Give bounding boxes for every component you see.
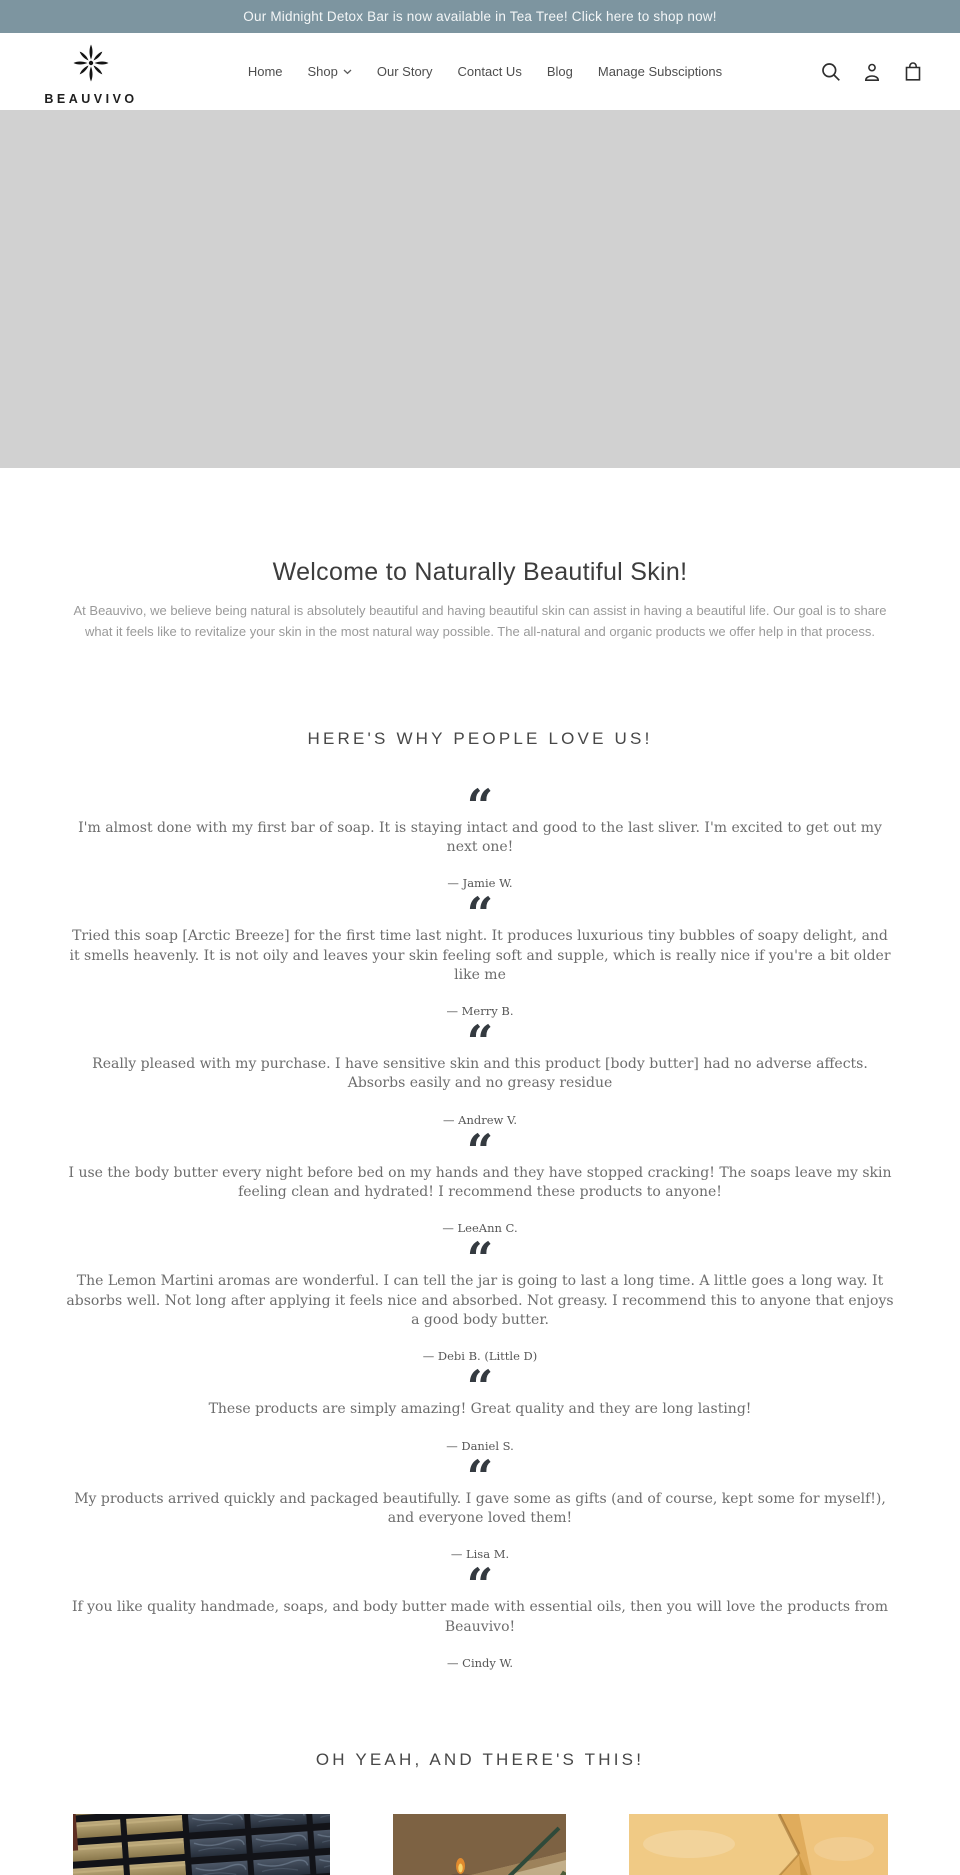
testimonial-quote: My products arrived quickly and packaged beautifully. I gave some as gifts (and of course, kept some for myself!), and everyone loved them! [74,1490,886,1526]
quote-icon: “ [466,1123,494,1178]
cart-icon[interactable] [902,60,924,83]
welcome-body: At Beauvivo, we believe being natural is absolutely beautiful and having beautiful skin can assist in having a beautiful life. Our goal is to share what it feels like to revitalize your skin in the most natural way possible. The all-natural and organic products we offer help in that process. [73,603,887,639]
testimonial-author: — Merry B. [446,1004,514,1019]
quote-icon: “ [466,1449,494,1504]
site-header [0,33,960,110]
hero-image [0,110,960,468]
testimonials-section [0,729,960,1670]
nav-shop[interactable] [308,64,352,79]
testimonial-quote: If you like quality handmade, soaps, and body butter made with essential oils, then you will love the products from Beauvivo! [71,1599,889,1635]
quote-icon: “ [466,1015,494,1070]
logo-starburst-icon [70,42,112,89]
gallery-image-spa-oils-and-coffee[interactable] [393,1814,566,1875]
testimonial [0,778,960,891]
testimonial [0,1558,960,1670]
gallery-title: OH YEAH, AND THERE'S THIS! [315,1749,645,1769]
gallery-image-handmade-soap-bars[interactable] [73,1814,330,1875]
testimonial [0,1123,960,1236]
testimonial-author: — Debi B. (Little D) [422,1349,538,1364]
testimonial [0,887,960,1019]
testimonials-title: HERE'S WHY PEOPLE LOVE US! [307,728,653,748]
testimonial-quote: I'm almost done with my first bar of soap. It is staying intact and good to the last sliver. I'm excited to get out my next one! [78,819,882,855]
quote-icon: “ [466,887,494,942]
testimonial-author: — Daniel S. [446,1438,514,1453]
quote-icon: “ [466,1232,494,1287]
brand-name: BEAUVIVO [44,91,138,106]
gallery-image-amber-soap-blocks[interactable] [629,1814,888,1875]
testimonial-list [0,778,960,1670]
testimonial-author: — Jamie W. [447,876,513,891]
quote-icon: “ [466,778,494,833]
testimonial-author: — Cindy W. [446,1655,514,1670]
nav-our-story[interactable]: Our Story [376,64,433,79]
testimonial [0,1360,960,1453]
welcome-section [0,558,960,643]
announcement-text: Our Midnight Detox Bar is now available in Tea Tree! Click here to shop now! [243,9,717,24]
testimonial-quote: These products are simply amazing! Great quality and they are long lasting! [208,1401,752,1418]
nav-shop-label: Shop [307,64,338,79]
testimonial-quote: Tried this soap [Arctic Breeze] for the first time last night. It produces luxurious tiny bubbles of soapy delight, and it smells heavenly. It is not oily and leaves your skin feeling soft and supple, which is really nice if you're a bit older like me [69,928,891,983]
testimonial [0,1015,960,1127]
nav-home[interactable]: Home [247,64,283,79]
testimonial-quote: Really pleased with my purchase. I have sensitive skin and this product [body butter] had no adverse affects. Absorbs easily and no greasy residue [92,1056,868,1092]
search-icon[interactable] [820,61,842,83]
gallery-section [0,1750,960,1875]
testimonial-quote: I use the body butter every night before bed on my hands and they have stopped cracking! The soaps leave my skin feeling clean and hydrated! I recommend these products to anyone! [68,1164,892,1201]
chevron-down-icon [343,69,352,75]
gallery-row [0,1814,960,1875]
nav-blog[interactable]: Blog [546,64,573,79]
header-icons [820,60,924,83]
quote-icon: “ [466,1558,494,1613]
testimonial-author: — Andrew V. [443,1112,517,1127]
welcome-title: Welcome to Naturally Beautiful Skin! [272,558,688,586]
nav-contact-us[interactable]: Contact Us [457,64,522,79]
announcement-bar[interactable] [0,0,960,33]
testimonial [0,1232,960,1364]
account-icon[interactable] [861,61,883,83]
quote-icon: “ [466,1360,494,1415]
main-nav [176,64,794,79]
testimonial-author: — LeeAnn C. [442,1221,518,1236]
testimonial [0,1449,960,1562]
nav-manage-subscriptions[interactable]: Manage Subsciptions [597,64,723,79]
testimonial-quote: The Lemon Martini aromas are wonderful. I can tell the jar is going to last a long time. A little goes a long way. It absorbs well. Not long after applying it feels nice and absorbed. Not greasy. I recommend this to anyone that enjoys a good body butter. [66,1273,894,1329]
testimonial-author: — Lisa M. [450,1547,510,1562]
logo[interactable] [36,42,146,106]
